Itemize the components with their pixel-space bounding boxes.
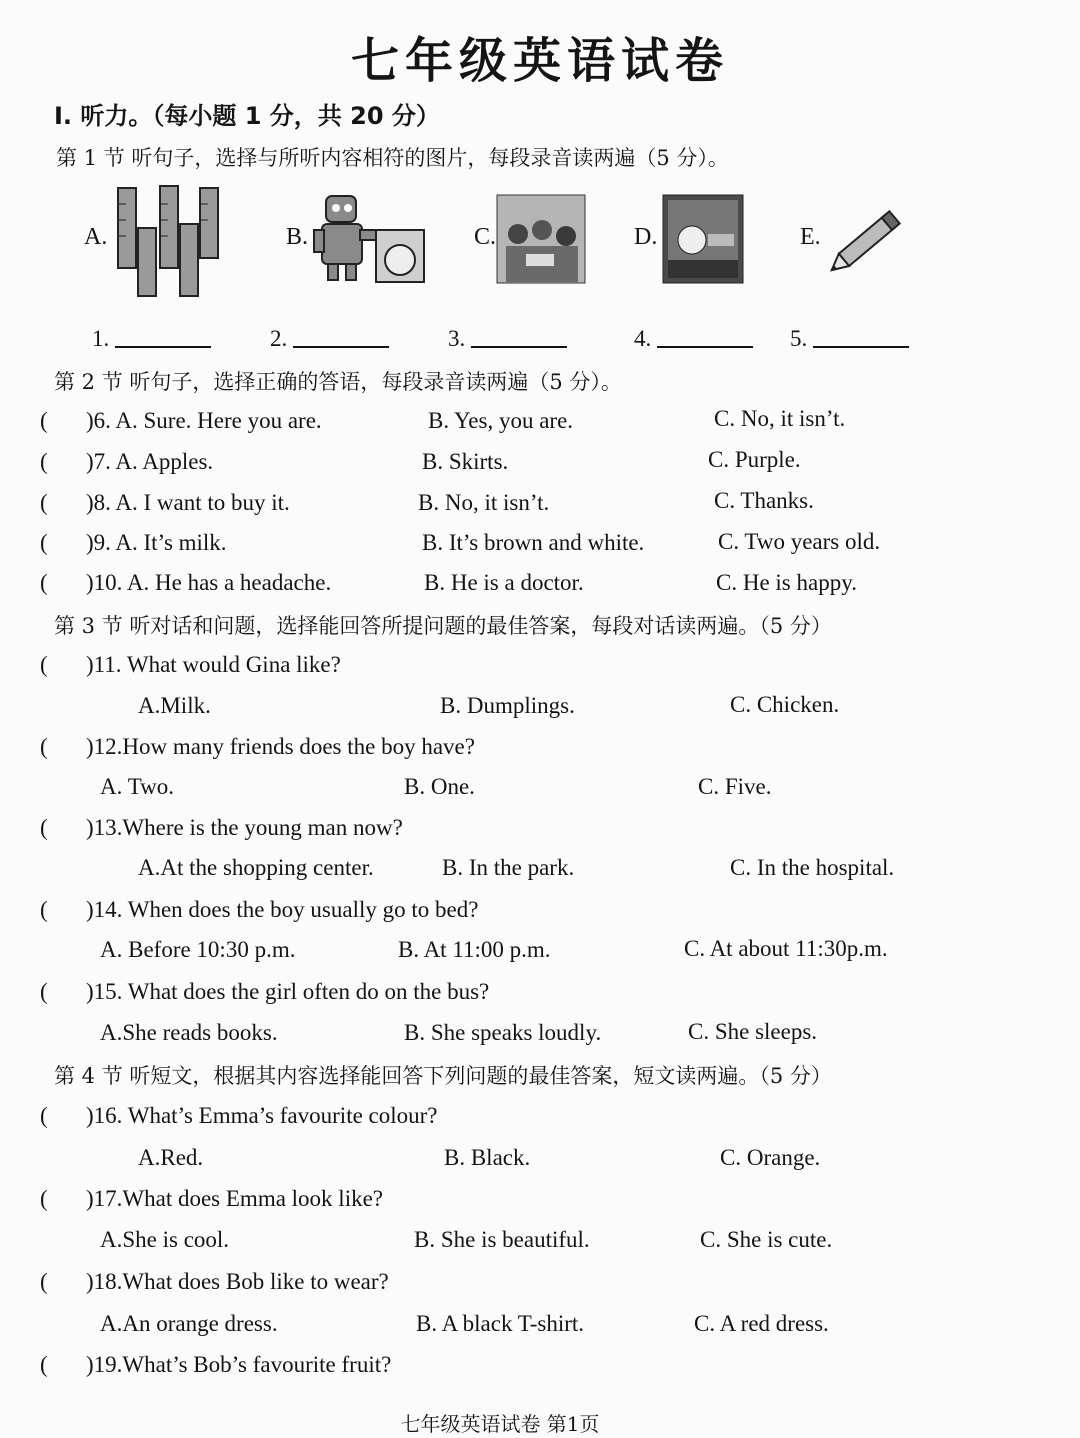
question-10: )10. A. He has a headache. — [86, 570, 332, 595]
picture-label-d: D. — [634, 224, 658, 250]
option-17a: A.She is cool. — [100, 1227, 230, 1252]
option-10c: C. He is happy. — [716, 570, 857, 595]
answer-paren[interactable]: ( — [40, 734, 48, 759]
option-7b: B. Skirts. — [422, 449, 509, 474]
option-12b: B. One. — [404, 774, 475, 799]
answer-paren[interactable]: ( — [40, 897, 48, 922]
option-12a: A. Two. — [100, 774, 174, 799]
section-4-instructions: 第 4 节 听短文，根据其内容选择能回答下列问题的最佳答案，短文读两遍。（5 分） — [54, 1064, 832, 1088]
answer-paren[interactable]: ( — [40, 1186, 48, 1211]
question-15: )15. What does the girl often do on the bus? — [86, 979, 490, 1004]
option-8b: B. No, it isn’t. — [418, 490, 550, 515]
answer-paren[interactable]: ( — [40, 449, 48, 474]
blank-number: 5. — [790, 326, 808, 351]
option-10b: B. He is a doctor. — [424, 570, 584, 595]
answer-blank-3[interactable] — [448, 326, 567, 352]
option-9c: C. Two years old. — [718, 529, 881, 554]
picture-label-b: B. — [286, 224, 309, 250]
section-1-instructions: 第 1 节 听句子，选择与所听内容相符的图片，每段录音读两遍（5 分）。 — [56, 146, 729, 170]
option-16a: A.Red. — [138, 1145, 204, 1170]
option-15b: B. She speaks loudly. — [404, 1020, 602, 1045]
pencil-icon — [828, 200, 912, 276]
section-3-instructions: 第 3 节 听对话和问题，选择能回答所提问题的最佳答案，每段对话读两遍。（5 分） — [54, 614, 832, 638]
answer-blank-5[interactable] — [790, 326, 909, 352]
option-15c: C. She sleeps. — [688, 1019, 818, 1044]
option-7c: C. Purple. — [708, 447, 801, 472]
book-cover-icon — [662, 194, 744, 284]
answer-paren[interactable]: ( — [40, 490, 48, 515]
question-8: )8. A. I want to buy it. — [86, 490, 290, 515]
picture-label-a: A. — [84, 224, 108, 250]
part-heading-listening: Ⅰ. 听力。（每小题 1 分，共 20 分） — [54, 102, 440, 130]
option-12c: C. Five. — [698, 774, 772, 799]
option-9b: B. It’s brown and white. — [422, 530, 645, 555]
robot-washer-icon — [312, 190, 428, 286]
section-2-instructions: 第 2 节 听句子，选择正确的答语，每段录音读两遍（5 分）。 — [54, 370, 622, 394]
question-19: )19.What’s Bob’s favourite fruit? — [86, 1352, 392, 1377]
option-6c: C. No, it isn’t. — [714, 406, 846, 431]
option-13a: A.At the shopping center. — [138, 855, 374, 880]
option-6b: B. Yes, you are. — [428, 408, 574, 433]
option-11b: B. Dumplings. — [440, 693, 575, 718]
answer-paren[interactable]: ( — [40, 1352, 48, 1377]
exam-title: 七年级英语试卷 — [350, 33, 729, 89]
option-17c: C. She is cute. — [700, 1227, 833, 1252]
question-17: )17.What does Emma look like? — [86, 1186, 384, 1211]
option-13b: B. In the park. — [442, 855, 575, 880]
option-15a: A.She reads books. — [100, 1020, 278, 1045]
answer-paren[interactable]: ( — [40, 979, 48, 1004]
blank-number: 2. — [270, 326, 288, 351]
question-18: )18.What does Bob like to wear? — [86, 1269, 389, 1294]
option-14a: A. Before 10:30 p.m. — [100, 937, 296, 962]
option-18a: A.An orange dress. — [100, 1311, 278, 1336]
option-18c: C. A red dress. — [694, 1311, 829, 1336]
question-12: )12.How many friends does the boy have? — [86, 734, 475, 759]
answer-paren[interactable]: ( — [40, 1269, 48, 1294]
answer-paren[interactable]: ( — [40, 815, 48, 840]
answer-paren[interactable]: ( — [40, 1103, 48, 1128]
option-17b: B. She is beautiful. — [414, 1227, 590, 1252]
option-11a: A.Milk. — [138, 693, 211, 718]
option-16b: B. Black. — [444, 1145, 531, 1170]
question-7: )7. A. Apples. — [86, 449, 214, 474]
page-footer: 七年级英语试卷 第1页 — [400, 1412, 600, 1436]
answer-blank-2[interactable] — [270, 326, 389, 352]
option-11c: C. Chicken. — [730, 692, 840, 717]
option-13c: C. In the hospital. — [730, 855, 895, 880]
option-8c: C. Thanks. — [714, 488, 814, 513]
blank-number: 4. — [634, 326, 652, 351]
question-16: )16. What’s Emma’s favourite colour? — [86, 1103, 438, 1128]
answer-blank-4[interactable] — [634, 326, 753, 352]
question-11: )11. What would Gina like? — [86, 652, 341, 677]
answer-blank-1[interactable] — [92, 326, 211, 352]
question-13: )13.Where is the young man now? — [86, 815, 403, 840]
question-14: )14. When does the boy usually go to bed? — [86, 897, 479, 922]
answer-paren[interactable]: ( — [40, 652, 48, 677]
question-6: )6. A. Sure. Here you are. — [86, 408, 322, 433]
answer-paren[interactable]: ( — [40, 408, 48, 433]
answer-paren[interactable]: ( — [40, 530, 48, 555]
picture-label-c: C. — [474, 224, 497, 250]
blank-number: 3. — [448, 326, 466, 351]
option-14b: B. At 11:00 p.m. — [398, 937, 551, 962]
option-14c: C. At about 11:30p.m. — [684, 936, 888, 961]
blank-number: 1. — [92, 326, 110, 351]
option-16c: C. Orange. — [720, 1145, 821, 1170]
rulers-icon — [112, 184, 224, 300]
picture-label-e: E. — [800, 224, 821, 250]
question-9: )9. A. It’s milk. — [86, 530, 227, 555]
answer-paren[interactable]: ( — [40, 570, 48, 595]
family-photo-icon — [496, 194, 586, 284]
option-18b: B. A black T-shirt. — [416, 1311, 585, 1336]
